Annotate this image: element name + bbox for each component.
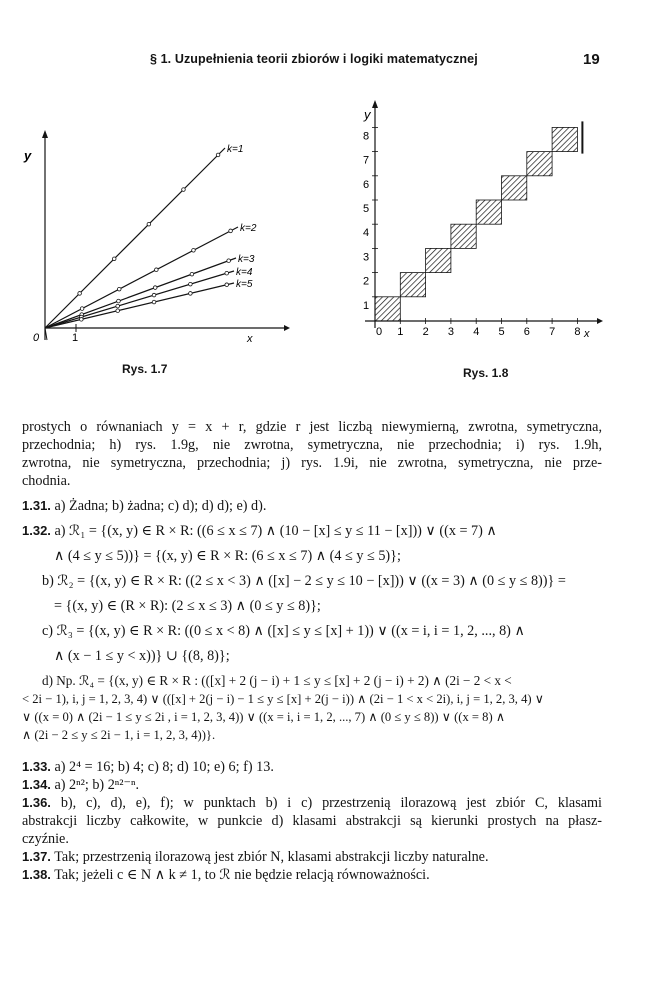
- x-axis-label: x: [247, 333, 253, 345]
- y-tick-label: 8: [363, 130, 370, 143]
- answer-text: a) Żadna; b) żadna; c) d); d) d); e) d).: [50, 498, 267, 514]
- line-marker: [189, 282, 193, 286]
- line-marker: [152, 300, 156, 304]
- label-k=1: k=1: [227, 144, 244, 155]
- text-line: zwrotna, nie symetryczna, przechodnia; j) rys. 1.9i, nie zwrotna, symetryczna, nie prze-: [22, 455, 602, 471]
- shaded-cell-8: [552, 127, 577, 151]
- figure-1-7: [20, 128, 290, 353]
- header-title: § 1. Uzupełnienia teorii zbiorów i logiki matematycznej: [150, 52, 478, 66]
- text-line: przechodnia; h) rys. 1.9g, nie zwrotna, symetryczna, nie przechodnia; i) rys. 1.9h,: [22, 437, 602, 453]
- line-marker: [192, 249, 196, 253]
- line-marker: [227, 259, 231, 263]
- x-tick-label: 3: [447, 326, 455, 338]
- y-tick-label: 7: [363, 154, 370, 167]
- answer-number: 1.37.: [22, 849, 51, 864]
- line-marker: [78, 292, 82, 296]
- answer-1-37: [22, 848, 602, 866]
- caption-fig-1-8: Rys. 1.8: [463, 366, 509, 380]
- text-line: d) Np. ℛ₄ = {(x, y) ∈ R × R : (([x] + 2 (j − i) + 1 ≤ y ≤ [x] + 2 (j − i) + 2) ∧ (2i − 2 < x <: [42, 673, 512, 688]
- line-marker: [225, 283, 229, 287]
- x-tick-label: 6: [523, 326, 530, 338]
- shaded-cell-3: [426, 248, 451, 272]
- y-tick-label: 3: [363, 251, 370, 264]
- x-tick-label: 1: [72, 332, 79, 344]
- x-axis-arrow: [284, 325, 290, 331]
- answer-number: 1.33.: [22, 759, 51, 774]
- fig17-lines: [45, 144, 257, 328]
- text-line: ∨ ((x = 0) ∧ (2i − 1 ≤ y ≤ 2i , i = 1, 2, 3, 4)) ∨ ((x = i, i = 1, 2, ..., 7) ∧ (0 ≤ y ≤ 8)) ∨ ((x = 8) ∧: [22, 710, 506, 724]
- y-axis-label: y: [364, 107, 371, 122]
- shaded-cell-1: [375, 297, 400, 321]
- label-k=2: k=2: [240, 223, 257, 234]
- line-marker: [116, 309, 120, 313]
- answer-text: Tak; przestrzenią ilorazową jest zbiór N, klasami abstrakcji liczby naturalne.: [50, 849, 489, 865]
- text-line: ∧ (x − 1 ≤ y < x))} ∪ {(8, 8)};: [54, 648, 230, 664]
- x-axis-label: x: [584, 328, 590, 340]
- shaded-cell-2: [400, 273, 425, 297]
- shaded-cell-5: [476, 200, 501, 224]
- line-marker: [153, 286, 157, 290]
- line-marker: [112, 257, 116, 261]
- x-tick-label: 1: [397, 326, 404, 338]
- answer-number: 1.36.: [22, 795, 51, 810]
- answer-text: b), c), d), e), f); w punktach b) i c) przestrzenią ilorazową jest zbiór C, klasami: [50, 795, 602, 811]
- answer-1-34: [22, 776, 602, 794]
- line-marker: [116, 304, 120, 308]
- line-marker: [190, 272, 194, 276]
- x-tick-label: 0: [376, 326, 383, 338]
- label-k=3: k=3: [238, 254, 255, 265]
- running-header: [0, 52, 672, 72]
- y-tick-label: 4: [363, 227, 370, 240]
- x-tick-label: 4: [473, 326, 480, 338]
- text-line: prostych o równaniach y = x + r, gdzie r jest liczbą niewymierną, zwrotna, symetryczna,: [22, 419, 602, 435]
- answer-number: 1.34.: [22, 777, 51, 792]
- line-k=3: [45, 258, 236, 328]
- text-line: chodnia.: [22, 473, 71, 489]
- x-tick-label: 2: [422, 326, 429, 338]
- answer-number: 1.32.: [22, 523, 51, 538]
- answer-1-32: [22, 522, 602, 540]
- label-k=4: k=4: [236, 267, 253, 278]
- y-axis-arrow: [42, 130, 48, 138]
- line-marker: [182, 188, 186, 192]
- answer-text: a) ℛ₁ = {(x, y) ∈ R × R: ((6 ≤ x ≤ 7) ∧ (10 − [x] ≤ y ≤ 11 − [x])) ∨ ((x = 7) ∧: [50, 523, 497, 539]
- answer-text: Tak; jeżeli c ∈ N ∧ k ≠ 1, to ℛ nie będzie relacją równoważności.: [50, 867, 430, 883]
- line-marker: [152, 293, 156, 297]
- y-axis-arrow: [372, 100, 378, 108]
- x-tick-label: 5: [498, 326, 505, 338]
- figure-1-8: [355, 92, 605, 347]
- answer-text: a) 2⁴ = 16; b) 4; c) 8; d) 10; e) 6; f) 13.: [50, 759, 274, 775]
- line-marker: [216, 153, 220, 157]
- answers-text: [22, 418, 602, 884]
- text-line: c) ℛ₃ = {(x, y) ∈ R × R: ((0 ≤ x < 8) ∧ ([x] ≤ y ≤ [x] + 1)) ∨ ((x = i, i = 1, 2, ..., 8) ∧: [42, 623, 525, 639]
- shaded-cell-6: [502, 176, 527, 200]
- line-marker: [80, 307, 84, 311]
- x-tick-label: 8: [574, 326, 581, 338]
- line-marker: [189, 292, 193, 296]
- line-marker: [117, 299, 121, 303]
- text-line: czyźnie.: [22, 831, 69, 847]
- label-k=5: k=5: [236, 279, 253, 290]
- answer-1-36: [22, 794, 602, 812]
- shaded-cell-4: [451, 224, 476, 248]
- text-line: = {(x, y) ∈ (R × R): (2 ≤ x ≤ 3) ∧ (0 ≤ y ≤ 8)};: [54, 598, 321, 614]
- answer-number: 1.31.: [22, 498, 51, 513]
- text-line: abstrakcji liczby całkowite, w punkcie d) klasami abstrakcji są kierunki prostych na płasz-: [22, 813, 602, 829]
- answer-1-38: [22, 866, 602, 884]
- x-tick-label: 7: [549, 326, 556, 338]
- caption-fig-1-7: Rys. 1.7: [122, 362, 168, 376]
- answer-1-33: [22, 758, 602, 776]
- text-line: < 2i − 1), i, j = 1, 2, 3, 4) ∨ (([x] + 2(j − i) − 1 ≤ y ≤ [x] + 2(j − i)) ∧ (2i − 1 < x < 2i), i, j = 1, 2, 3, 4) ∨: [22, 692, 544, 706]
- line-marker: [147, 222, 151, 226]
- origin-label: 0: [33, 332, 40, 344]
- line-marker: [229, 229, 233, 233]
- answer-1-31: [22, 497, 602, 515]
- y-tick-label: 1: [363, 299, 370, 312]
- x-axis-arrow: [597, 318, 603, 324]
- y-tick-label: 2: [363, 275, 370, 288]
- text-line: b) ℛ₂ = {(x, y) ∈ R × R: ((2 ≤ x < 3) ∧ ([x] − 2 ≤ y ≤ 10 − [x])) ∨ ((x = 3) ∧ (0 ≤ y ≤ 8))} =: [42, 573, 566, 589]
- line-k=5: [45, 283, 234, 328]
- answer-text: a) 2ⁿ²; b) 2ⁿ²⁻ⁿ.: [50, 777, 140, 793]
- answer-number: 1.38.: [22, 867, 51, 882]
- fig18-shaded-cells: [375, 127, 577, 321]
- text-line: ∧ (2i − 2 ≤ y ≤ 2i − 1, i = 1, 2, 3, 4))}.: [22, 728, 216, 742]
- line-marker: [117, 287, 121, 291]
- line-marker: [80, 318, 84, 322]
- shaded-cell-7: [527, 152, 552, 176]
- page-number: 19: [583, 51, 600, 68]
- text-line: ∧ (4 ≤ y ≤ 5))} = {(x, y) ∈ R × R: (6 ≤ x ≤ 7) ∧ (4 ≤ y ≤ 5)};: [54, 548, 401, 564]
- line-marker: [225, 271, 229, 275]
- y-axis-label: y: [24, 148, 32, 163]
- y-tick-label: 5: [363, 203, 370, 215]
- y-tick-label: 6: [363, 178, 370, 191]
- line-marker: [155, 268, 159, 272]
- line-k=2: [45, 227, 238, 328]
